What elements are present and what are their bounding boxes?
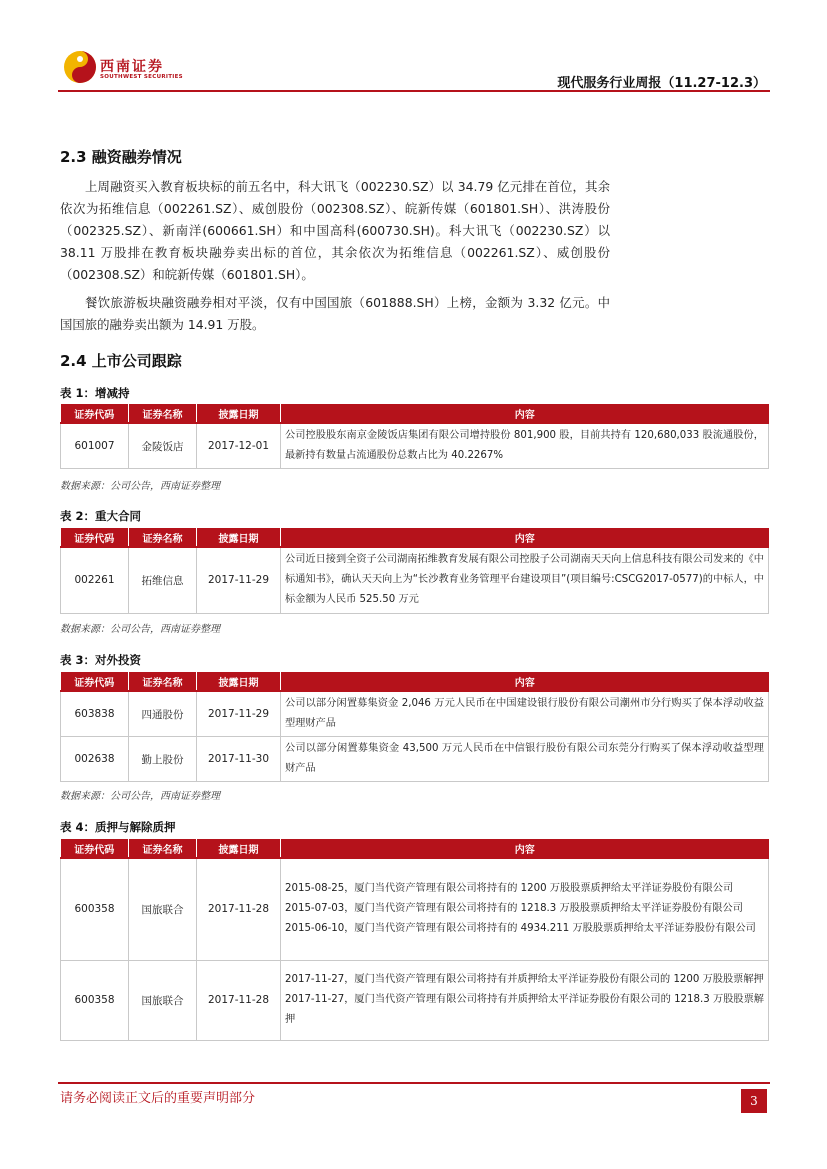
cell-content [281, 858, 769, 960]
content-line: 公司近日接到全资子公司湖南拓维教育发展有限公司控股子公司湖南天天向上信息科技有限公司发来的《中标通知书》，确认天天向上为“长沙教育业务管理平台建设项目”(项目编号:CSCG2017-0577)的中标人，中标金额为人民币 525.50 万元 [285, 554, 764, 606]
col-header-content: 内容 [281, 839, 769, 858]
table-1-caption: 表 1：增减持 [60, 386, 130, 400]
cell-content [281, 960, 769, 1040]
content-line: 公司以部分闲置募集资金 2,046 万元人民币在中国建设银行股份有限公司潮州市分行购买了保本浮动收益型理财产品 [285, 698, 764, 729]
cell-code: 603838 [61, 691, 129, 737]
table-row [61, 691, 769, 737]
cell-name: 四通股份 [129, 691, 197, 737]
content-line: 公司控股股东南京金陵饭店集团有限公司增持股份 801,900 股，目前共持有 120,680,033 股流通股份，最新持有数量占流通股份总数占比为 40.2267% [285, 430, 764, 461]
table-header-row [61, 672, 769, 691]
cell-date: 2017-12-01 [197, 423, 281, 469]
content-line: 公司以部分闲置募集资金 43,500 万元人民币在中信银行股份有限公司东莞分行购买了保本浮动收益型理财产品 [285, 743, 764, 774]
col-header-content: 内容 [281, 528, 769, 547]
cell-date: 2017-11-28 [197, 858, 281, 960]
content-line: 2015-06-10，厦门当代资产管理有限公司将持有的 4934.211 万股股票质押给太平洋证券股份有限公司 [285, 923, 756, 935]
col-header-code: 证券代码 [61, 839, 129, 858]
col-header-name: 证券名称 [129, 672, 197, 691]
table-2-caption: 表 2：重大合同 [60, 509, 142, 523]
table-header-row [61, 839, 769, 858]
table-header-row [61, 404, 769, 423]
col-header-code: 证券代码 [61, 528, 129, 547]
section-2-3-heading: 2.3 融资融券情况 [60, 148, 182, 166]
logo-chinese-text: 西南证券 [100, 59, 164, 75]
col-header-content: 内容 [281, 404, 769, 423]
cell-content [281, 423, 769, 469]
logo-english-text: SOUTHWEST SECURITIES [100, 74, 183, 80]
footer-disclaimer: 请务必阅读正文后的重要声明部分 [60, 1091, 256, 1106]
cell-content [281, 691, 769, 737]
table-row [61, 737, 769, 782]
table-2-major-contracts [60, 528, 769, 614]
col-header-date: 披露日期 [197, 839, 281, 858]
table-1-source: 数据来源：公司公告，西南证券整理 [60, 481, 220, 492]
report-title: 现代服务行业周报（11.27-12.3） [557, 76, 766, 91]
cell-code: 600358 [61, 960, 129, 1040]
page-header [58, 48, 770, 92]
cell-code: 600358 [61, 858, 129, 960]
logo-emblem-icon [62, 49, 98, 85]
section-2-3-paragraph-2: 餐饮旅游板块融资融券相对平淡，仅有中国国旅（601888.SH）上榜，金额为 3.32 亿元。中国国旅的融券卖出额为 14.91 万股。 [60, 295, 610, 332]
table-row [61, 960, 769, 1040]
southwest-securities-logo [60, 48, 190, 86]
table-row [61, 858, 769, 960]
col-header-name: 证券名称 [129, 404, 197, 423]
footer-divider [58, 1082, 770, 1084]
table-4-caption: 表 4：质押与解除质押 [60, 820, 176, 834]
content-line: 2015-08-25，厦门当代资产管理有限公司将持有的 1200 万股股票质押给太平洋证券股份有限公司 [285, 883, 734, 895]
content-line: 2017-11-27，厦门当代资产管理有限公司将持有并质押给太平洋证券股份有限公司的 1218.3 万股股票解押 [285, 994, 764, 1025]
cell-code: 002261 [61, 547, 129, 613]
col-header-date: 披露日期 [197, 404, 281, 423]
col-header-code: 证券代码 [61, 672, 129, 691]
cell-content [281, 547, 769, 613]
cell-name: 勤上股份 [129, 737, 197, 782]
col-header-code: 证券代码 [61, 404, 129, 423]
table-3-source: 数据来源：公司公告，西南证券整理 [60, 791, 220, 802]
cell-date: 2017-11-29 [197, 547, 281, 613]
col-header-name: 证券名称 [129, 528, 197, 547]
table-2-source: 数据来源：公司公告，西南证券整理 [60, 624, 220, 635]
content-line: 2017-11-27，厦门当代资产管理有限公司将持有并质押给太平洋证券股份有限公司的 1200 万股股票解押 [285, 974, 764, 985]
cell-date: 2017-11-29 [197, 691, 281, 737]
cell-name: 国旅联合 [129, 858, 197, 960]
table-row [61, 423, 769, 469]
cell-code: 002638 [61, 737, 129, 782]
table-header-row [61, 528, 769, 547]
cell-code: 601007 [61, 423, 129, 469]
col-header-date: 披露日期 [197, 672, 281, 691]
col-header-date: 披露日期 [197, 528, 281, 547]
table-3-external-investment [60, 672, 769, 782]
col-header-name: 证券名称 [129, 839, 197, 858]
cell-date: 2017-11-30 [197, 737, 281, 782]
section-2-3-paragraph-1: 上周融资买入教育板块标的前五名中，科大讯飞（002230.SZ）以 34.79 亿元排在首位，其余依次为拓维信息（002261.SZ）、威创股份（002308.SZ）、皖新传媒（601801.SH）、洪涛股份（002325.SZ）、新南洋(600661.SH）和中国高科(600730.SH)。科大讯飞（002230.SZ）以 38.11 万股排在教育板块融券卖出标的首位，其余依次为拓维信息（002261.SZ）、威创股份（002308.SZ）和皖新传媒（601801.SH）。 [60, 179, 610, 282]
table-row [61, 547, 769, 613]
cell-name: 金陵饭店 [129, 423, 197, 469]
cell-name: 拓维信息 [129, 547, 197, 613]
table-1-shareholding-changes [60, 404, 769, 469]
page-number: 3 [741, 1089, 767, 1113]
table-4-pledge-release [60, 839, 769, 1041]
cell-date: 2017-11-28 [197, 960, 281, 1040]
section-2-4-heading: 2.4 上市公司跟踪 [60, 352, 182, 370]
table-3-caption: 表 3：对外投资 [60, 653, 142, 667]
col-header-content: 内容 [281, 672, 769, 691]
cell-content [281, 737, 769, 782]
cell-name: 国旅联合 [129, 960, 197, 1040]
content-line: 2015-07-03，厦门当代资产管理有限公司将持有的 1218.3 万股股票质押给太平洋证券股份有限公司 [285, 903, 743, 915]
